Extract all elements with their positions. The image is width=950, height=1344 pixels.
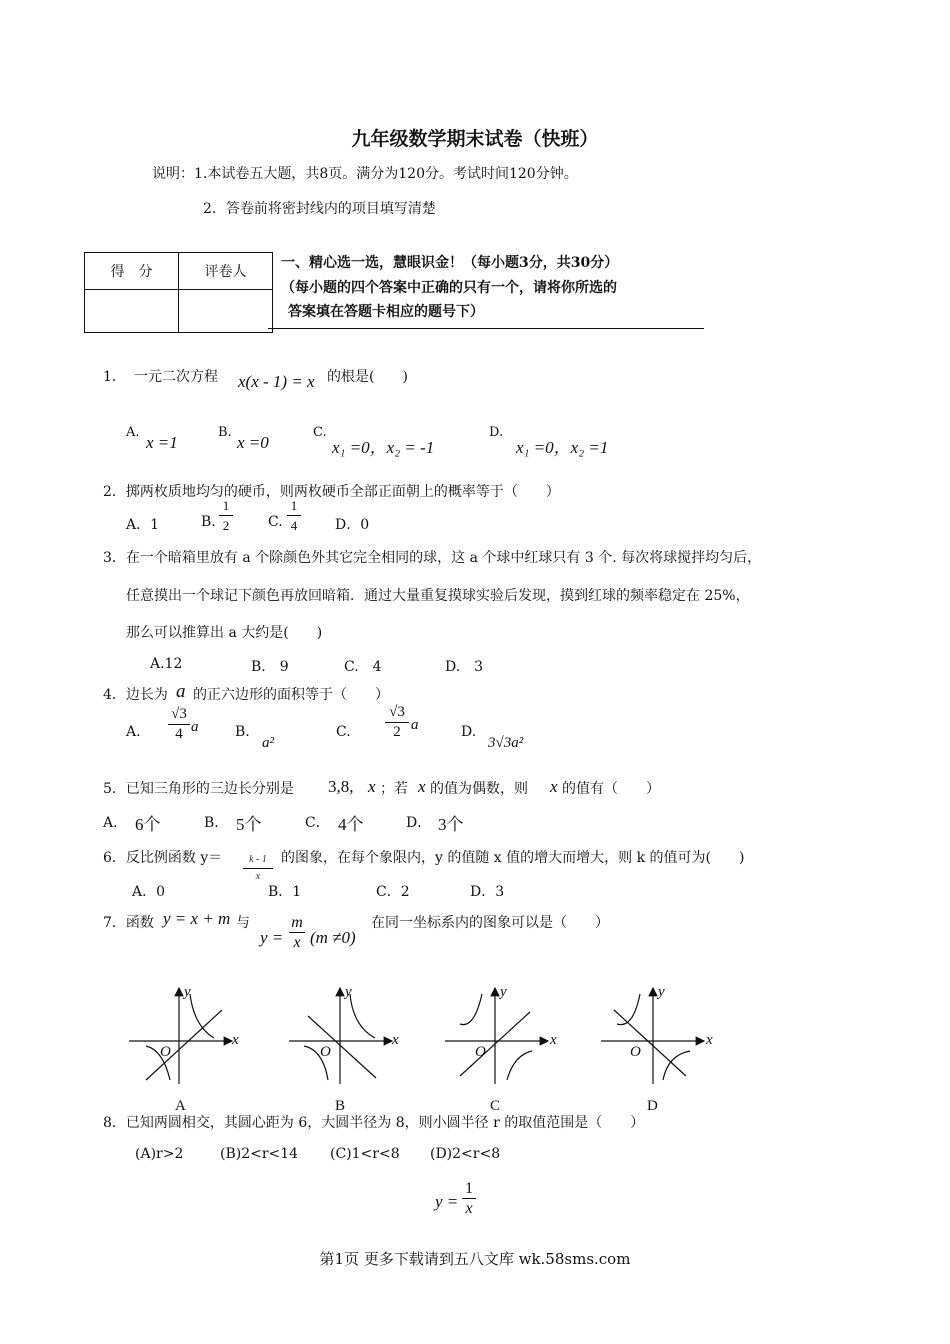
q5-option-a-label: A．	[103, 815, 128, 831]
q6-text: 6．反比例函数 y＝	[103, 850, 223, 866]
q5-var-1: x	[368, 777, 376, 796]
q4-option-b-value: a²	[262, 735, 274, 751]
q5-option-a-value[interactable]: 6个	[135, 815, 161, 834]
q6-tail: 的图象，在每个象限内，y 的值随 x 值的增大而增大，则 k 的值可为( )	[281, 850, 745, 866]
q4-option-c-fraction	[385, 704, 409, 741]
graph-b[interactable]	[289, 988, 392, 1084]
q3-line-3: 那么可以推算出 a 大约是( )	[126, 625, 323, 641]
section1-note-2: 答案填在答题卡相应的题号下）	[288, 304, 484, 320]
q4-option-c-var: a	[411, 717, 419, 733]
stray-formula-fraction	[462, 1180, 476, 1217]
q5-option-c-value[interactable]: 4个	[338, 815, 364, 834]
q4-option-a-denominator: 4	[175, 726, 183, 742]
q4-option-c[interactable]: C.	[336, 724, 351, 740]
graph-c-origin: O	[475, 1044, 486, 1060]
graph-d[interactable]	[601, 988, 704, 1084]
q1-equation: x(x - 1) = x	[238, 372, 315, 391]
q1-option-b-label: B.	[218, 425, 232, 440]
q2-option-b-fraction	[219, 497, 233, 531]
q1-option-b-value[interactable]: x =0	[237, 433, 269, 452]
q1-tail: 的根是( )	[327, 369, 408, 385]
q5-tail: 的值有（ ）	[562, 781, 660, 797]
q8-option-c[interactable]: (C)1<r<8	[330, 1146, 400, 1162]
stray-denominator: x	[465, 1200, 473, 1217]
stray-formula-lhs: y =	[435, 1192, 459, 1211]
score-cell[interactable]	[85, 290, 179, 333]
q1-option-a-label: A.	[126, 425, 140, 440]
q7-eq2-denominator: x	[293, 934, 301, 951]
q5-sides: 3,8,	[328, 777, 354, 796]
graph-a-origin: O	[160, 1044, 171, 1060]
q5-option-b-label: B．	[204, 815, 229, 831]
page-footer: 第1页 更多下载请到五八文库 wk.58sms.com	[319, 1250, 631, 1268]
q3-option-b[interactable]: B. 9	[251, 659, 289, 675]
q5-option-b-value[interactable]: 5个	[236, 815, 262, 834]
q5-text: 5．已知三角形的三边长分别是	[103, 781, 294, 797]
q4-option-b[interactable]: B.	[235, 724, 250, 740]
q7-eq2-lhs: y =	[260, 928, 284, 947]
graph-c-x-label: x	[550, 1032, 557, 1048]
q2-option-c-denominator: 4	[290, 518, 298, 531]
q3-line-2: 任意摸出一个球记下颜色再放回暗箱．通过大量重复摸球实验后发现，摸到红球的频率稳定在 25%，	[126, 588, 750, 604]
q6-option-b[interactable]: B．1	[268, 884, 302, 900]
q6-option-c[interactable]: C．2	[376, 884, 410, 900]
q2-option-b-numerator: 1	[222, 498, 230, 513]
q8-option-a[interactable]: (A)r>2	[135, 1146, 184, 1162]
q2-option-b[interactable]: B.	[201, 514, 216, 530]
graph-a-x-label: x	[232, 1032, 239, 1048]
page-title: 九年级数学期末试卷（快班）	[351, 128, 599, 150]
fraction-bar	[168, 724, 190, 725]
q1-option-c-value[interactable]: x₁ =0，x₂ = -1	[332, 438, 435, 457]
q4-option-c-numerator: √3	[389, 704, 405, 720]
q4-option-a-numerator: √3	[171, 706, 187, 722]
q4-option-a-var: a	[191, 719, 199, 735]
graph-c-label: C	[490, 1098, 501, 1114]
q4-option-d[interactable]: D.	[461, 724, 477, 740]
q1-option-a-value[interactable]: x =1	[146, 433, 178, 452]
graph-d-origin: O	[630, 1044, 641, 1060]
stray-numerator: 1	[465, 1180, 473, 1197]
fraction-bar	[219, 515, 233, 516]
graph-d-y-label: y	[658, 984, 665, 1000]
q6-numerator: k - 1	[249, 854, 267, 865]
graph-b-x-label: x	[392, 1032, 399, 1048]
q5-var-2: x	[418, 777, 426, 796]
graph-a[interactable]	[129, 988, 232, 1084]
q1-option-d-label: D.	[489, 425, 504, 440]
fraction-bar	[385, 722, 409, 723]
q5-option-d-value[interactable]: 3个	[438, 815, 464, 834]
q4-option-d-value: 3√3a²	[488, 735, 524, 751]
q1-option-c-label: C.	[313, 425, 327, 440]
instructions-line-2: 2．答卷前将密封线内的项目填写清楚	[203, 201, 436, 217]
fraction-bar	[243, 868, 273, 869]
q8-option-b[interactable]: (B)2<r<14	[220, 1146, 299, 1162]
graph-c[interactable]	[445, 988, 548, 1084]
q2-option-c-numerator: 1	[290, 498, 298, 513]
graph-b-y-label: y	[345, 984, 352, 1000]
fraction-bar	[289, 932, 305, 933]
q7-mid: 与	[236, 915, 250, 931]
q3-option-d[interactable]: D. 3	[445, 659, 484, 675]
q8-text: 8．已知两圆相交，其圆心距为 6，大圆半径为 8，则小圆半径 r 的取值范围是（ ）	[103, 1115, 645, 1131]
q5-mid: ；若	[380, 781, 408, 797]
q3-line-1: 3．在一个暗箱里放有 a 个除颜色外其它完全相同的球，这 a 个球中红球只有 3 个. 每次将球搅拌均匀后，	[103, 550, 762, 566]
graph-c-y-label: y	[500, 984, 507, 1000]
section1-note-1: （每小题的四个答案中正确的只有一个，请将你所选的	[281, 280, 617, 296]
fraction-bar	[287, 515, 301, 516]
q4-tail: 的正六边形的面积等于（ ）	[193, 687, 389, 703]
q7-eq2-fraction	[289, 914, 305, 951]
q7-text: 7．函数	[103, 915, 154, 931]
q7-eq1: y = x + m	[163, 909, 231, 928]
section1-heading: 一、精心选一选，慧眼识金！（每小题3分，共30分）	[281, 255, 619, 271]
grader-cell[interactable]	[179, 290, 273, 333]
graph-b-origin: O	[320, 1044, 331, 1060]
q8-option-d[interactable]: (D)2<r<8	[430, 1146, 501, 1162]
q3-option-c[interactable]: C. 4	[344, 659, 382, 675]
graph-b-label: B	[335, 1098, 346, 1114]
q1-option-d-value[interactable]: x₁ =0，x₂ =1	[516, 438, 609, 457]
q5-mid-2: 的值为偶数，则	[430, 781, 528, 797]
q7-graphs	[0, 980, 950, 1120]
q5-option-c-label: C．	[305, 815, 330, 831]
graph-d-x-label: x	[706, 1032, 713, 1048]
q2-option-d[interactable]: D．0	[335, 517, 370, 533]
instructions-line-1: 说明：1.本试卷五大题，共8页。满分为120分。考试时间120分钟。	[152, 166, 578, 182]
q4-option-c-denominator: 2	[393, 724, 401, 740]
graph-a-label: A	[175, 1098, 186, 1114]
q5-var-3: x	[550, 777, 558, 796]
q2-option-c-fraction	[287, 497, 301, 531]
q4-var: a	[176, 681, 186, 702]
q2-option-b-denominator: 2	[222, 518, 230, 531]
q5-option-d-label: D．	[406, 815, 432, 831]
q2-option-c[interactable]: C.	[268, 514, 283, 530]
score-header: 得 分	[85, 253, 179, 290]
q7-eq2-cond: (m ≠0)	[310, 928, 356, 947]
graph-a-y-label: y	[184, 984, 191, 1000]
q6-fraction	[243, 853, 273, 884]
graph-d-label: D	[647, 1098, 658, 1114]
grader-header: 评卷人	[179, 253, 273, 290]
q1-text: 一元二次方程	[134, 369, 218, 385]
q4-option-a[interactable]: A.	[126, 724, 141, 740]
q4-option-a-fraction	[168, 706, 190, 743]
q3-option-a[interactable]: A.12	[150, 656, 183, 672]
q6-denominator: x	[255, 871, 261, 882]
q6-option-d[interactable]: D．3	[470, 884, 505, 900]
score-table	[84, 252, 273, 333]
q6-option-a[interactable]: A．0	[132, 884, 166, 900]
section-rule	[268, 328, 704, 329]
q2-option-a[interactable]: A．1	[126, 517, 160, 533]
q4-text: 4．边长为	[103, 687, 168, 703]
q1-number: 1．	[103, 369, 126, 385]
q7-eq2-numerator: m	[291, 914, 303, 931]
q7-tail: 在同一坐标系内的图象可以是（ ）	[371, 915, 609, 931]
q2-text: 2．掷两枚质地均匀的硬币，则两枚硬币全部正面朝上的概率等于（ ）	[103, 484, 560, 500]
fraction-bar	[462, 1198, 476, 1199]
